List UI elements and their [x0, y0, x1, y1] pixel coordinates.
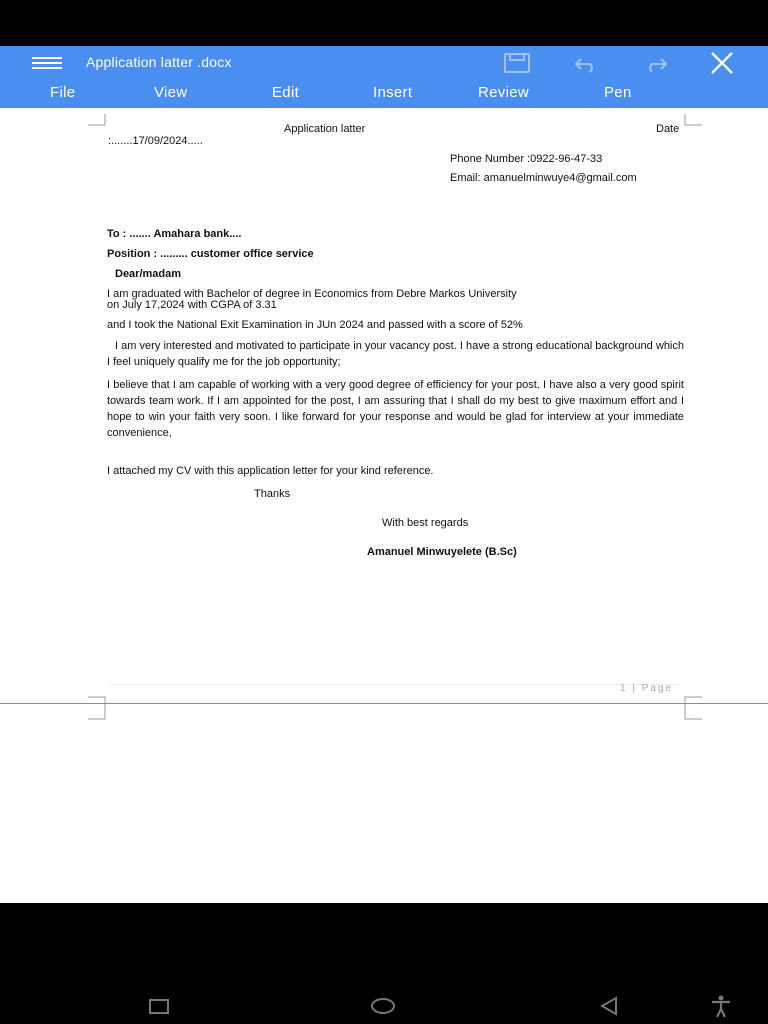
paragraph-4: I believe that I am capable of working with a very good degree of efficiency for your post. I have also a very good spirit towards team work. If I am appointed for the post, I am assuring that I shall do my best to give maximum effort and I hope to win your faith very soon. I like forward for your response and would be glad for interview at your immediate convenience,	[107, 379, 684, 439]
document-title: Application latter .docx	[86, 54, 232, 70]
paragraph-3: I am very interested and motivated to participate in your vacancy post. I have a strong educational background which I feel uniquely qualify me for the job opportunity;	[107, 340, 684, 368]
thanks-line: Thanks	[254, 488, 291, 500]
crop-mark-page2-right	[684, 708, 702, 720]
redo-icon[interactable]	[640, 50, 670, 76]
menu-edit[interactable]: Edit	[272, 84, 300, 101]
date-label: Date	[656, 123, 680, 135]
footer-divider	[110, 684, 680, 685]
position-line: Position : ......... customer office service	[107, 248, 314, 260]
menu-insert[interactable]: Insert	[373, 84, 413, 101]
email-address: Email: amanuelminwuye4@gmail.com	[450, 172, 637, 184]
crop-mark-bottom-left	[88, 696, 106, 708]
page-separator	[0, 703, 768, 704]
back-icon[interactable]	[596, 993, 622, 1019]
app-toolbar	[0, 46, 768, 108]
crop-mark-page2-left	[88, 708, 106, 720]
menu-view[interactable]: View	[154, 84, 188, 101]
system-nav-bar	[0, 903, 768, 1024]
status-bar	[0, 0, 768, 46]
salutation: Dear/madam	[115, 268, 182, 280]
menu-bar	[0, 82, 768, 106]
recents-icon[interactable]	[146, 993, 172, 1019]
menu-review[interactable]: Review	[478, 84, 529, 101]
date-value: :.......17/09/2024.....	[108, 135, 203, 147]
menu-icon[interactable]	[30, 54, 64, 72]
home-icon[interactable]	[370, 993, 396, 1019]
document-canvas[interactable]	[0, 108, 768, 903]
recipient-line: To : ....... Amahara bank....	[107, 228, 242, 240]
title-row	[0, 46, 768, 78]
paragraph-1-line-1: I am graduated with Bachelor of degree in Economics from Debre Markos University	[107, 288, 517, 300]
menu-file[interactable]: File	[50, 84, 76, 101]
accessibility-icon[interactable]	[708, 993, 734, 1019]
paragraph-1-line-2: on July 17,2024 with CGPA of 3.31	[107, 299, 277, 311]
letter-heading: Application latter	[284, 123, 366, 135]
menu-pen[interactable]: Pen	[604, 84, 632, 101]
close-icon[interactable]	[707, 50, 737, 76]
save-icon[interactable]	[502, 50, 532, 76]
paragraph-5: I attached my CV with this application letter for your kind reference.	[107, 465, 434, 477]
phone-number: Phone Number :0922-96-47-33	[450, 153, 603, 165]
signature: Amanuel Minwuyelete (B.Sc)	[367, 546, 517, 558]
crop-mark-bottom-right	[684, 696, 702, 708]
crop-mark-top-left	[88, 114, 106, 126]
closing-line: With best regards	[382, 517, 469, 529]
crop-mark-top-right	[684, 114, 702, 126]
page-number: 1 | Page	[620, 683, 674, 694]
undo-icon[interactable]	[572, 50, 602, 76]
paragraph-2: and I took the National Exit Examination in JUn 2024 and passed with a score of 52%	[107, 319, 523, 331]
